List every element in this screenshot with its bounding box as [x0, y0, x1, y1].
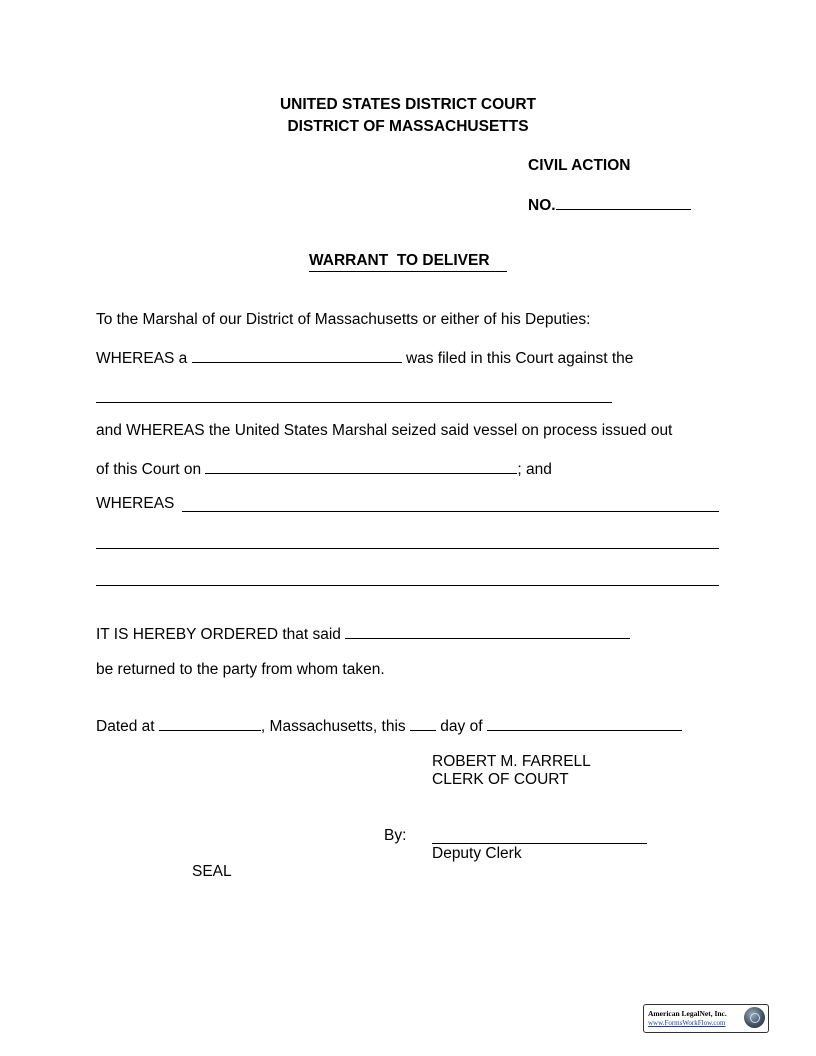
american-legalnet-logo[interactable]	[643, 1004, 769, 1033]
returned-text: be returned to the party from whom taken.	[96, 661, 385, 678]
deputy-signature-field[interactable]	[432, 843, 647, 844]
process-date-field[interactable]	[205, 459, 517, 474]
defendant-field[interactable]	[96, 402, 612, 403]
ordered-row	[96, 624, 630, 644]
dated-month-field[interactable]	[487, 716, 682, 731]
ordered-label: IT IS HEREBY ORDERED that said	[96, 626, 341, 643]
document-title	[309, 252, 507, 272]
dated-row	[96, 716, 682, 736]
and-text: ; and	[517, 461, 552, 478]
court-date-row	[96, 459, 552, 479]
day-of-label: day of	[440, 718, 483, 735]
whereas-field-line-1[interactable]	[182, 511, 719, 512]
dated-at-label: Dated at	[96, 718, 155, 735]
dated-place-field[interactable]	[159, 716, 261, 731]
clerk-name: ROBERT M. FARRELL	[432, 753, 591, 770]
civil-action-label: CIVIL ACTION	[528, 157, 631, 174]
whereas-a-label: WHEREAS a	[96, 350, 188, 367]
clerk-title: CLERK OF COURT	[432, 771, 569, 788]
case-number-field[interactable]	[556, 195, 691, 210]
case-number-label: NO.	[528, 197, 556, 214]
document-title-text: WARRANT TO DELIVER	[309, 252, 490, 269]
whereas-field-line-3[interactable]	[96, 585, 719, 586]
mass-this-label: , Massachusetts, this	[260, 718, 406, 735]
whereas-field-line-2[interactable]	[96, 548, 719, 549]
seal-label: SEAL	[192, 863, 232, 880]
logo-website-link[interactable]: www.FormsWorkFlow.com	[648, 1019, 726, 1027]
dated-day-field[interactable]	[410, 716, 436, 731]
court-name: UNITED STATES DISTRICT COURT	[279, 96, 537, 113]
ordered-item-field[interactable]	[345, 624, 630, 639]
whereas-filed-row	[96, 348, 633, 368]
logo-company-name: American LegalNet, Inc.	[648, 1009, 727, 1018]
case-number-row	[528, 195, 691, 215]
seized-text: and WHEREAS the United States Marshal seized said vessel on process issued out	[96, 422, 673, 439]
court-on-label: of this Court on	[96, 461, 202, 478]
filing-type-field[interactable]	[192, 348, 402, 363]
deputy-clerk-label: Deputy Clerk	[432, 845, 522, 862]
salutation: To the Marshal of our District of Massachusetts or either of his Deputies:	[96, 311, 591, 328]
whereas-label: WHEREAS	[96, 495, 175, 512]
district-name: DISTRICT OF MASSACHUSETTS	[287, 118, 529, 135]
by-label: By:	[384, 827, 407, 844]
globe-icon	[744, 1007, 765, 1028]
filed-text: was filed in this Court against the	[405, 350, 634, 367]
